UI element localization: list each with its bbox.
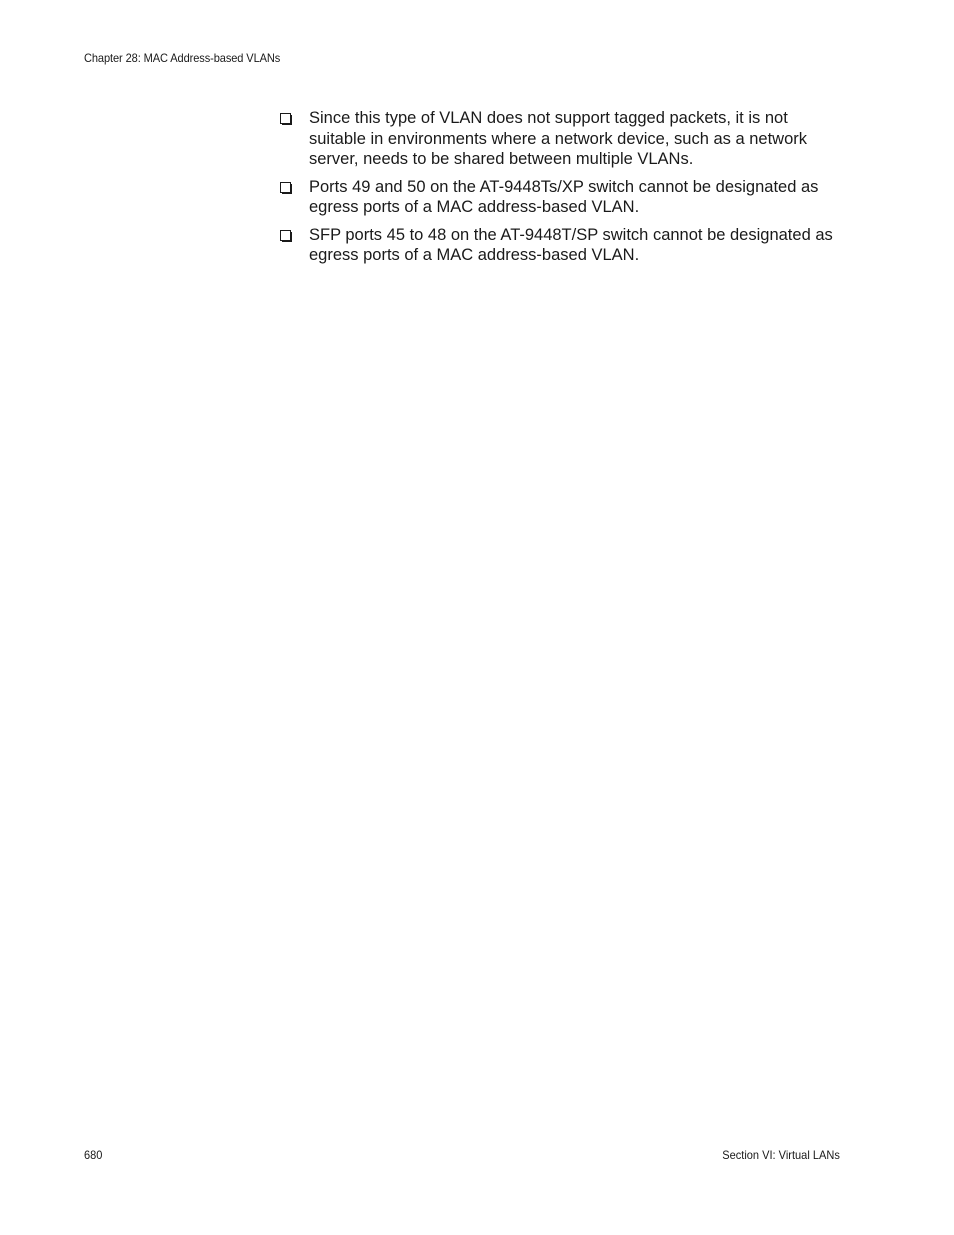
- bullet-list: [280, 108, 845, 273]
- section-footer: Section VI: Virtual LANs: [722, 1148, 840, 1162]
- checkbox-bullet-icon: [280, 182, 291, 193]
- list-item: [280, 108, 845, 170]
- running-header: Chapter 28: MAC Address-based VLANs: [84, 51, 281, 65]
- list-item: [280, 177, 845, 218]
- bullet-text: Ports 49 and 50 on the AT-9448Ts/XP switch cannot be designated as egress ports of a MAC address-based VLAN.: [309, 177, 819, 216]
- bullet-text: SFP ports 45 to 48 on the AT-9448T/SP switch cannot be designated as egress ports of a MAC address-based VLAN.: [309, 225, 833, 264]
- bullet-text: Since this type of VLAN does not support tagged packets, it is not suitable in environments where a network device, such as a network server, needs to be shared between multiple VLANs.: [309, 109, 808, 168]
- page-number: 680: [84, 1148, 103, 1162]
- checkbox-bullet-icon: [280, 230, 291, 241]
- list-item: [280, 225, 845, 266]
- checkbox-bullet-icon: [280, 113, 291, 124]
